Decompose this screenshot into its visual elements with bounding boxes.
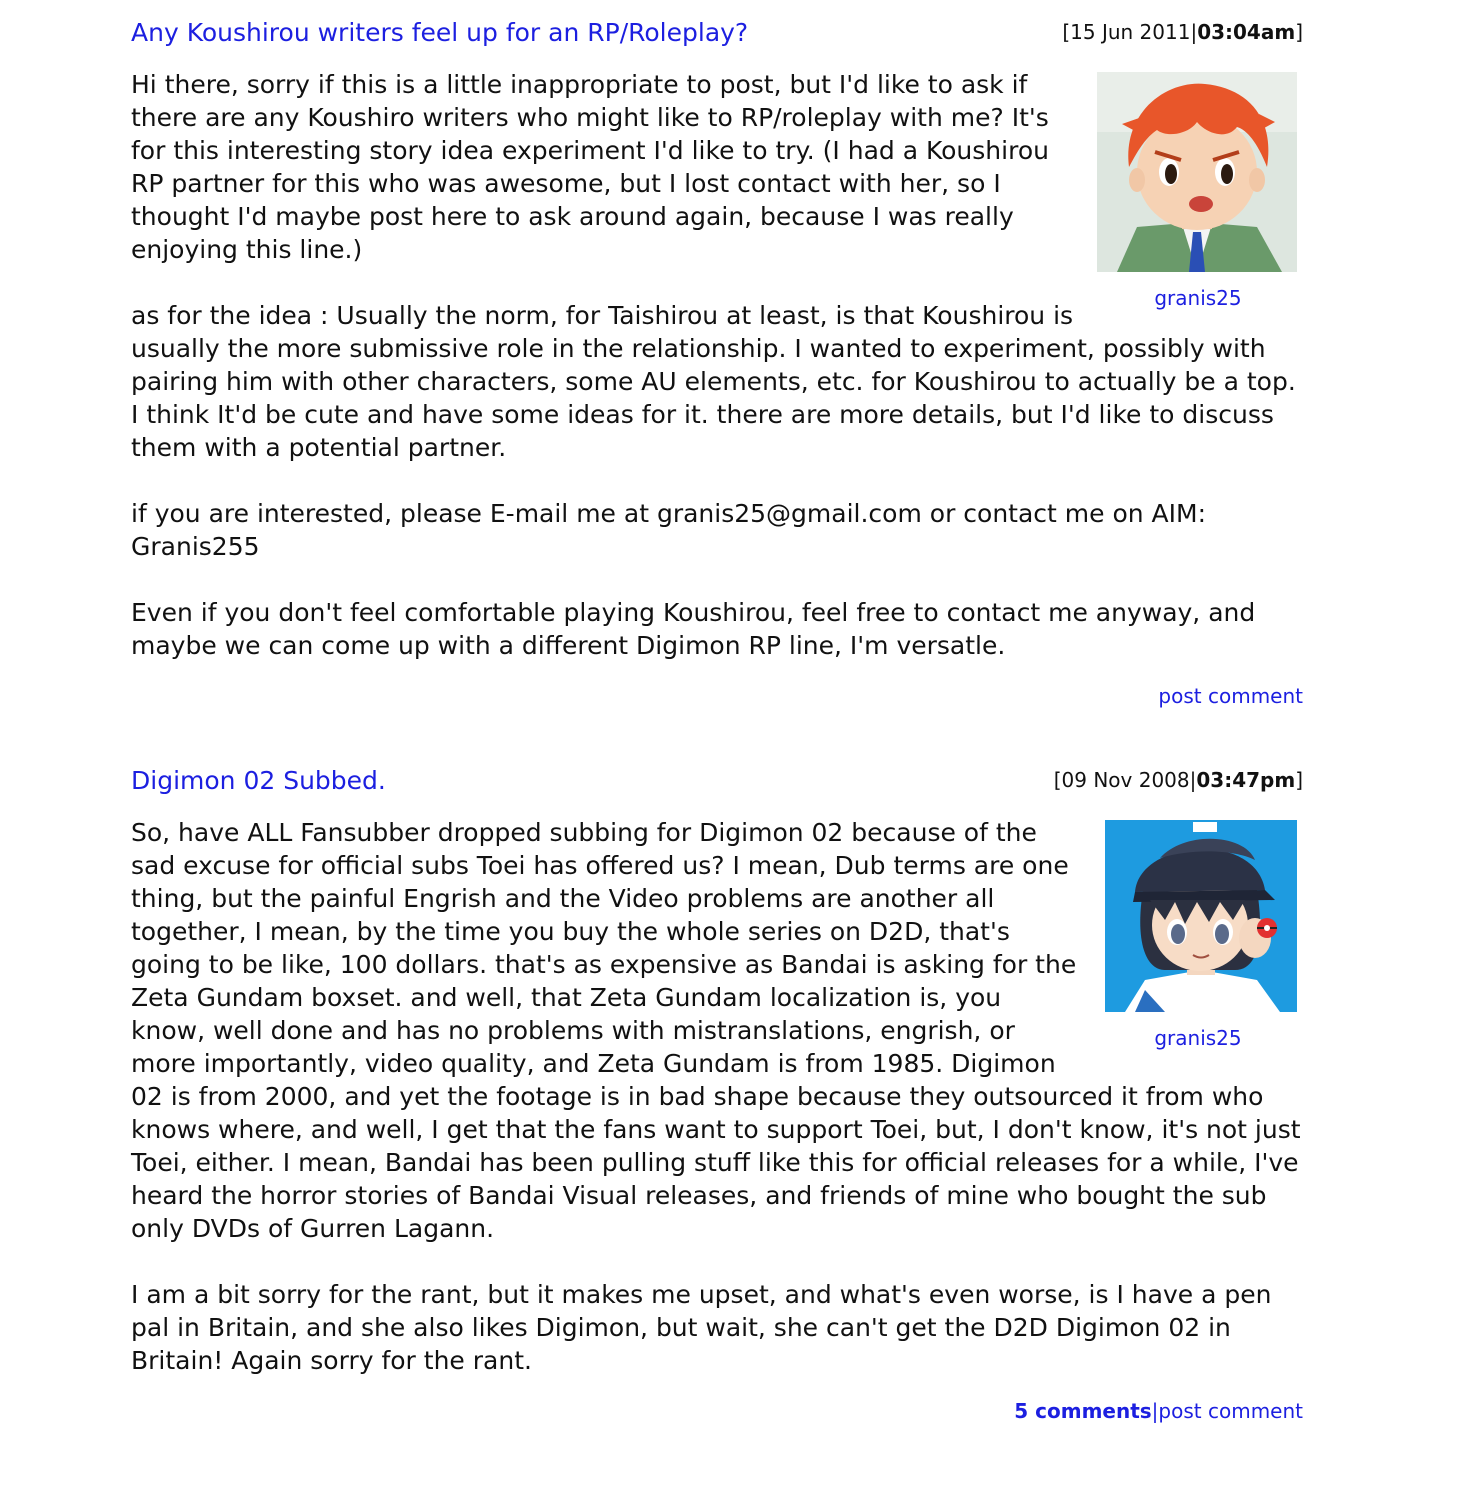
entry-paragraph: I am a bit sorry for the rant, but it makes me upset, and what's even worse, is I have a pen pal in Britain, and she also likes Digimon, but wait, she can't get the D2D Digimon 02 in Britain! Again sorry for the rant. (131, 1280, 1272, 1375)
entry-footer (131, 684, 1303, 708)
entry-paragraph: Even if you don't feel comfortable playing Koushirou, feel free to contact me anyway, and maybe we can come up with a different Digimon RP line, I'm versatle. (131, 598, 1256, 660)
author-link[interactable]: granis25 (1154, 1026, 1242, 1050)
author-link[interactable]: granis25 (1154, 286, 1242, 310)
entry-footer (131, 1399, 1303, 1423)
journal-entry (131, 762, 1303, 1423)
entry-paragraph: as for the idea : Usually the norm, for Taishirou at least, is that Koushirou is usually the more submissive role in the relationship. I wanted to experiment, possibly with pairing him with other characters, some AU elements, etc. for Koushirou to actually be a top. I think It'd be cute and have some ideas for it. there are more details, but I'd like to discuss them with a potential partner. (131, 301, 1296, 462)
journal-entry (131, 14, 1303, 708)
entry-title-link[interactable]: Any Koushirou writers feel up for an RP/Roleplay? (131, 18, 749, 47)
userpic-orange-hair-boy-icon (1097, 72, 1297, 272)
entry-time: 03:04am (1197, 20, 1296, 44)
userpic-boy-in-cap-icon (1105, 820, 1297, 1012)
footer-separator: | (1151, 1399, 1159, 1423)
entry-date: [15 Jun 2011|03:04am] (1062, 20, 1303, 44)
entry-title-link[interactable]: Digimon 02 Subbed. (131, 766, 386, 795)
post-comment-link[interactable]: post comment (1158, 684, 1303, 708)
entry-paragraph: So, have ALL Fansubber dropped subbing for Digimon 02 because of the sad excuse for official subs Toei has offered us? I mean, Dub terms are one thing, but the painful Engrish and the Video problems are another all together, I mean, by the time you buy the whole series on D2D, that's going to be like, 100 dollars. that's as expensive as Bandai is asking for the Zeta Gundam boxset. and well, that Zeta Gundam localization is, you know, well done and has no problems with mistranslations, engrish, or more importantly, video quality, and Zeta Gundam is from 1985. Digimon 02 is from 2000, and yet the footage is in bad shape because they outsourced it from who knows where, and well, I get that the fans want to support Toei, but, I don't know, it's not just Toei, either. I mean, Bandai has been pulling stuff like this for official releases for a while, I've heard the horror stories of Bandai Visual releases, and friends of mine who bought the sub only DVDs of Gurren Lagann. (131, 818, 1301, 1243)
entry-header (131, 14, 1303, 58)
entry-header (131, 762, 1303, 806)
entry-time: 03:47pm (1196, 768, 1296, 792)
post-comment-link[interactable]: post comment (1158, 1399, 1303, 1423)
userpic-box (1093, 72, 1303, 310)
entry-date: [09 Nov 2008|03:47pm] (1053, 768, 1303, 792)
entry-paragraph: if you are interested, please E-mail me at granis25@gmail.com or contact me on AIM: Granis255 (131, 499, 1207, 561)
comments-count-link[interactable]: 5 comments (1014, 1399, 1152, 1423)
userpic-box (1093, 820, 1303, 1050)
entry-paragraph: Hi there, sorry if this is a little inappropriate to post, but I'd like to ask if there are any Koushiro writers who might like to RP/roleplay with me? It's for this interesting story idea experiment I'd like to try. (I had a Koushirou RP partner for this who was awesome, but I lost contact with her, so I thought I'd maybe post here to ask around again, because I was really enjoying this line.) (131, 70, 1049, 264)
